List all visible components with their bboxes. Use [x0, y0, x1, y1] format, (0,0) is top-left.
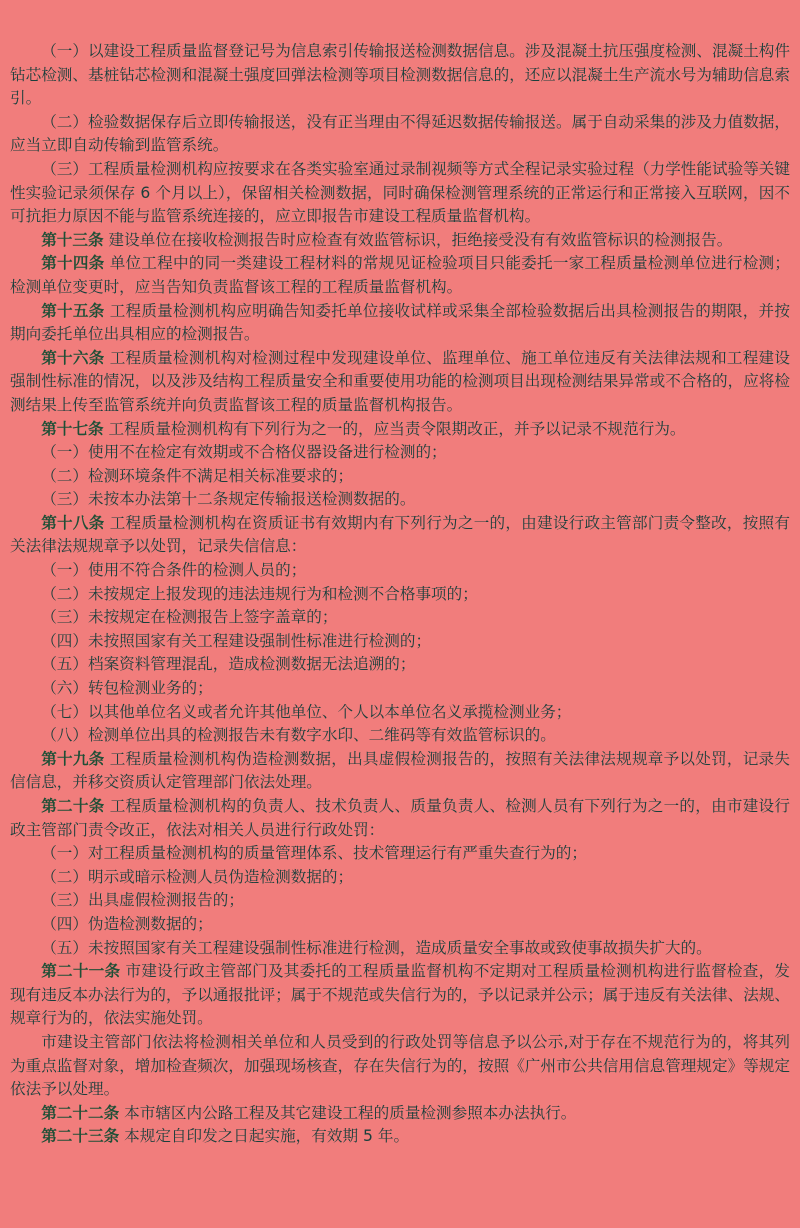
paragraph-text: （五）档案资料管理混乱，造成检测数据无法追溯的； [41, 655, 416, 674]
paragraph-text: （三）未按规定在检测报告上签字盖章的； [41, 608, 338, 627]
paragraph-text: （六）转包检测业务的； [41, 679, 213, 698]
paragraph-text: 单位工程中的同一类建设工程材料的常规见证检验项目只能委托一家工程质量检测单位进行检测；检测单位变更时，应当告知负责监督该工程的工程质量监督机构。 [10, 254, 790, 296]
paragraph [10, 606, 790, 630]
paragraph-text: 工程质量检测机构有下列行为之一的，应当责令限期改正，并予以记录不规范行为。 [103, 419, 686, 438]
paragraph-text: （三）出具虚假检测报告的； [41, 891, 244, 910]
paragraph [10, 441, 790, 465]
paragraph-text: （一）对工程质量检测机构的质量管理体系、技术管理运行有严重失查行为的； [41, 844, 587, 863]
paragraph-text: （一）使用不符合条件的检测人员的； [41, 561, 307, 580]
paragraph-text: 工程质量检测机构对检测过程中发现建设单位、监理单位、施工单位违反有关法律法规和工程建设强制性标准的情况，以及涉及结构工程质量安全和重要使用功能的检测项目出现检测结果异常或不合格的，应将检测结果上传至监管系统并向负责监督该工程的质量监督机构报告。 [10, 348, 790, 414]
paragraph-text: （五）未按照国家有关工程建设强制性标准进行检测，造成质量安全事故或致使事故损失扩大的。 [41, 938, 712, 957]
article-label: 第二十三条 [41, 1127, 120, 1146]
paragraph-text: 工程质量检测机构的负责人、技术负责人、质量负责人、检测人员有下列行为之一的，由市建设行政主管部门责令改正，依法对相关人员进行行政处罚： [10, 797, 790, 839]
paragraph [10, 653, 790, 677]
article-paragraph [10, 1102, 790, 1126]
paragraph [10, 701, 790, 725]
paragraph [10, 630, 790, 654]
paragraph-text: 建设单位在接收检测报告时应检查有效监管标识，拒绝接受没有有效监管标识的检测报告。 [103, 230, 733, 249]
article-label: 第二十二条 [41, 1103, 120, 1122]
paragraph [10, 724, 790, 748]
paragraph-text: （一）使用不在检定有效期或不合格仪器设备进行检测的； [41, 443, 447, 462]
article-paragraph [10, 1125, 790, 1149]
paragraph [10, 465, 790, 489]
article-label: 第十九条 [41, 749, 105, 768]
paragraph [10, 488, 790, 512]
article-label: 第十六条 [41, 348, 105, 367]
paragraph-text: （三）工程质量检测机构应按要求在各类实验室通过录制视频等方式全程记录实验过程（力学性能试验等关键性实验记录须保存 6 个月以上），保留相关检测数据，同时确保检测管理系统的正常运行和正常接入互联网，因不可抗拒力原因不能与监管系统连接的，应立即报告市建设工程质量监督机构。 [10, 159, 790, 226]
paragraph-text: 工程质量检测机构在资质证书有效期内有下列行为之一的，由建设行政主管部门责令整改，按照有关法律法规规章予以处罚，记录失信信息： [10, 513, 790, 556]
paragraph-text: 市建设行政主管部门及其委托的工程质量监督机构不定期对工程质量检测机构进行监督检查，发现有违反本办法行为的，予以通报批评；属于不规范或失信行为的，予以记录并公示；属于违反有关法律、法规、规章行为的，依法实施处罚。 [10, 962, 790, 1028]
article-label: 第二十一条 [41, 962, 121, 981]
article-paragraph [10, 300, 790, 347]
paragraph [10, 111, 790, 158]
paragraph-text: 工程质量检测机构伪造检测数据，出具虚假检测报告的，按照有关法律法规规章予以处罚，记录失信信息，并移交资质认定管理部门依法处理。 [10, 749, 790, 792]
paragraph-text: （二）明示或暗示检测人员伪造检测数据的； [41, 867, 354, 886]
article-label: 第十五条 [41, 301, 105, 320]
paragraph-text: （二）检测环境条件不满足相关标准要求的； [41, 466, 354, 485]
paragraph-text: （四）未按照国家有关工程建设强制性标准进行检测的； [41, 631, 432, 650]
paragraph [10, 937, 790, 961]
paragraph [10, 40, 790, 111]
article-label: 第十四条 [41, 254, 105, 273]
paragraph [10, 842, 790, 866]
article-paragraph [10, 252, 790, 299]
paragraph [10, 913, 790, 937]
article-label: 第十七条 [41, 419, 104, 438]
article-paragraph [10, 795, 790, 842]
article-label: 第二十条 [41, 797, 105, 815]
article-paragraph [10, 347, 790, 418]
paragraph [10, 677, 790, 701]
paragraph-text: 本规定自印发之日起实施，有效期 5 年。 [119, 1127, 410, 1146]
article-paragraph [10, 229, 790, 253]
paragraph-text: （三）未按本办法第十二条规定传输报送检测数据的。 [41, 490, 416, 509]
article-label: 第十八条 [41, 513, 105, 532]
article-label: 第十三条 [41, 230, 104, 249]
paragraph-text: （七）以其他单位名义或者允许其他单位、个人以本单位名义承揽检测业务； [41, 702, 572, 721]
article-paragraph [10, 418, 790, 442]
article-paragraph [10, 960, 790, 1031]
paragraph [10, 889, 790, 913]
paragraph-text: 工程质量检测机构应明确告知委托单位接收试样或采集全部检验数据后出具检测报告的期限，并按期向委托单位出具相应的检测报告。 [10, 301, 790, 344]
paragraph-text: （二）未按规定上报发现的违法违规行为和检测不合格事项的； [41, 584, 478, 603]
article-paragraph [10, 512, 790, 559]
paragraph [10, 1031, 790, 1102]
paragraph-text: （一）以建设工程质量监督登记号为信息索引传输报送检测数据信息。涉及混凝土抗压强度检测、混凝土构件钻芯检测、基桩钻芯检测和混凝土强度回弹法检测等项目检测数据信息的，还应以混凝土生产流水号为辅助信息索引。 [10, 42, 790, 108]
article-paragraph [10, 748, 790, 795]
paragraph-text: （八）检测单位出具的检测报告未有数字水印、二维码等有效监管标识的。 [41, 726, 556, 745]
paragraph-text: 市建设主管部门依法将检测相关单位和人员受到的行政处罚等信息予以公示,对于存在不规范行为的，将其列为重点监督对象，增加检查频次，加强现场核查，存在失信行为的，按照《广州市公共信用信息管理规定》等规定依法予以处理。 [10, 1032, 790, 1099]
paragraph-text: 本市辖区内公路工程及其它建设工程的质量检测参照本办法执行。 [119, 1103, 577, 1122]
paragraph-text: （四）伪造检测数据的； [41, 914, 213, 933]
paragraph-text: （二）检验数据保存后立即传输报送，没有正当理由不得延迟数据传输报送。属于自动采集的涉及力值数据，应当立即自动传输到监管系统。 [10, 112, 790, 155]
paragraph [10, 559, 790, 583]
paragraph [10, 866, 790, 890]
paragraph [10, 583, 790, 607]
paragraph [10, 158, 790, 229]
